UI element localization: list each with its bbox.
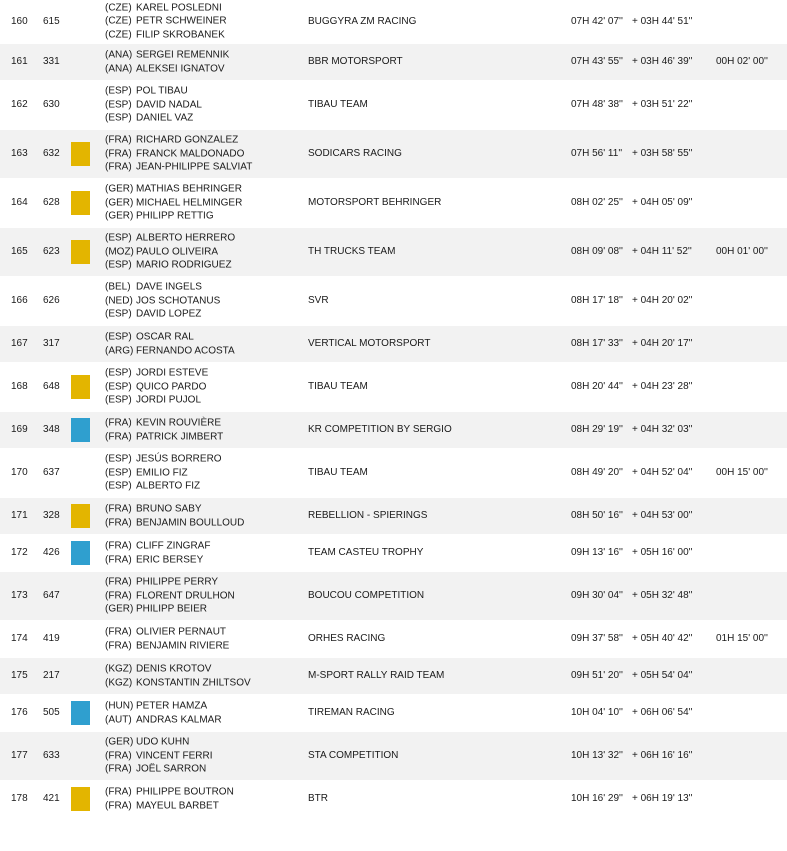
crew-member <box>105 259 235 273</box>
nationality-code: (HUN) <box>105 700 134 712</box>
gap-cell: + 04H 05' 09'' <box>632 197 693 209</box>
crew-member-name[interactable]: FERNANDO ACOSTA <box>136 345 235 356</box>
crew-member-name[interactable]: KEVIN ROUVIÈRE <box>136 417 222 429</box>
nationality-code: (GER) <box>105 183 134 195</box>
crew-cell <box>105 416 223 443</box>
team-name-cell[interactable]: BBR MOTORSPORT <box>308 56 403 68</box>
crew-member <box>105 699 222 713</box>
nationality-code: (NED) <box>105 295 133 307</box>
nationality-code: (GER) <box>105 736 134 748</box>
yellow-category-icon <box>71 787 90 811</box>
crew-cell <box>105 625 229 652</box>
nationality-code: (ESP) <box>105 394 132 406</box>
nationality-code: (FRA) <box>105 763 132 775</box>
nationality-code: (ESP) <box>105 85 132 97</box>
crew-member-name[interactable]: BRUNO SABY <box>136 503 202 515</box>
table-row[interactable] <box>0 179 787 228</box>
crew-cell <box>105 281 220 322</box>
crew-member <box>105 453 222 467</box>
crew-member-name[interactable]: PETR SCHWEINER <box>136 15 227 27</box>
crew-member <box>105 183 242 197</box>
team-name-cell[interactable]: VERTICAL MOTORSPORT <box>308 338 431 350</box>
crew-member <box>105 344 235 358</box>
position-cell: 163 <box>11 148 28 160</box>
crew-member-name[interactable]: FILIP SKROBANEK <box>136 29 225 41</box>
crew-member <box>105 639 229 653</box>
crew-member <box>105 625 229 639</box>
blue-category-icon <box>71 701 90 725</box>
team-name-cell[interactable]: TIBAU TEAM <box>308 467 368 479</box>
total-time-cell: 07H 56' 11'' <box>571 148 623 160</box>
table-row[interactable] <box>0 572 787 621</box>
table-row[interactable] <box>0 658 787 695</box>
crew-member <box>105 210 242 224</box>
crew-cell <box>105 699 222 726</box>
crew-member <box>105 430 223 444</box>
crew-member <box>105 1 227 15</box>
car-number-cell: 632 <box>43 148 60 160</box>
team-name-cell[interactable]: TH TRUCKS TEAM <box>308 246 396 258</box>
crew-member <box>105 662 251 676</box>
car-number-cell: 615 <box>43 15 60 27</box>
nationality-code: (GER) <box>105 210 134 222</box>
yellow-category-icon <box>71 191 90 215</box>
gap-cell: + 05H 40' 42'' <box>632 633 693 645</box>
position-cell: 178 <box>11 793 28 805</box>
nationality-code: (ESP) <box>105 480 132 492</box>
total-time-cell: 10H 04' 10'' <box>571 707 623 719</box>
table-row[interactable] <box>0 732 787 781</box>
crew-member <box>105 589 235 603</box>
team-name-cell[interactable]: STA COMPETITION <box>308 750 399 762</box>
nationality-code: (BEL) <box>105 281 131 293</box>
nationality-code: (ARG) <box>105 345 134 356</box>
nationality-code: (FRA) <box>105 134 132 146</box>
penalty-cell: 01H 15' 00'' <box>716 633 768 645</box>
crew-cell <box>105 662 251 689</box>
crew-member <box>105 466 222 480</box>
yellow-category-icon <box>71 375 90 399</box>
yellow-category-icon <box>71 142 90 166</box>
gap-cell: + 05H 32' 48'' <box>632 590 693 602</box>
crew-member-name[interactable]: PHILIPPE BOUTRON <box>136 786 234 798</box>
team-name-cell[interactable]: BUGGYRA ZM RACING <box>308 15 417 27</box>
total-time-cell: 10H 16' 29'' <box>571 793 623 805</box>
total-time-cell: 10H 13' 32'' <box>571 750 623 762</box>
crew-member <box>105 416 223 430</box>
penalty-cell: 00H 15' 00'' <box>716 467 768 479</box>
gap-cell: + 04H 53' 00'' <box>632 510 693 522</box>
total-time-cell: 08H 02' 25'' <box>571 197 623 209</box>
crew-member-name[interactable]: DENIS KROTOV <box>136 663 212 675</box>
car-number-cell: 505 <box>43 707 60 719</box>
table-row[interactable] <box>0 412 787 449</box>
car-number-cell: 317 <box>43 338 60 350</box>
position-cell: 162 <box>11 99 28 111</box>
nationality-code: (KGZ) <box>105 677 133 688</box>
crew-member <box>105 232 235 246</box>
nationality-code: (ANA) <box>105 49 133 61</box>
blue-category-icon <box>71 418 90 442</box>
nationality-code: (FRA) <box>105 503 132 515</box>
crew-cell <box>105 453 222 494</box>
position-cell: 177 <box>11 750 28 762</box>
nationality-code: (FRA) <box>105 161 132 173</box>
position-cell: 160 <box>11 15 28 27</box>
crew-member <box>105 480 222 494</box>
position-cell: 164 <box>11 197 28 209</box>
nationality-code: (FRA) <box>105 417 132 429</box>
crew-member <box>105 28 227 42</box>
crew-member <box>105 161 252 175</box>
team-name-cell[interactable]: ORHES RACING <box>308 633 386 645</box>
nationality-code: (GER) <box>105 197 134 209</box>
table-row[interactable] <box>0 277 787 326</box>
nationality-code: (FRA) <box>105 786 132 798</box>
position-cell: 171 <box>11 510 28 522</box>
car-number-cell: 419 <box>43 633 60 645</box>
nationality-code: (CZE) <box>105 15 132 27</box>
yellow-category-icon <box>71 504 90 528</box>
total-time-cell: 08H 29' 19'' <box>571 424 623 436</box>
crew-member <box>105 245 235 259</box>
position-cell: 169 <box>11 424 28 436</box>
nationality-code: (FRA) <box>105 576 132 588</box>
nationality-code: (ESP) <box>105 381 132 393</box>
nationality-code: (FRA) <box>105 517 132 528</box>
car-number-cell: 648 <box>43 381 60 393</box>
crew-member <box>105 516 244 530</box>
nationality-code: (MOZ) <box>105 246 134 258</box>
crew-member-name[interactable]: QUICO PARDO <box>136 381 207 393</box>
gap-cell: + 03H 51' 22'' <box>632 99 693 111</box>
crew-member-name[interactable]: MARIO RODRIGUEZ <box>136 259 232 271</box>
gap-cell: + 04H 23' 28'' <box>632 381 693 393</box>
nationality-code: (FRA) <box>105 540 132 552</box>
gap-cell: + 06H 19' 13'' <box>632 793 693 805</box>
crew-member-name[interactable]: MICHAEL HELMINGER <box>136 197 243 209</box>
nationality-code: (ESP) <box>105 331 132 343</box>
total-time-cell: 09H 13' 16'' <box>571 547 623 559</box>
crew-cell <box>105 736 213 777</box>
crew-member-name[interactable]: JEAN-PHILIPPE SALVIAT <box>136 161 253 173</box>
crew-member <box>105 48 229 62</box>
car-number-cell: 626 <box>43 295 60 307</box>
nationality-code: (KGZ) <box>105 663 133 675</box>
crew-member-name[interactable]: JESÚS BORRERO <box>136 453 222 465</box>
nationality-code: (CZE) <box>105 29 132 41</box>
crew-cell <box>105 85 202 126</box>
nationality-code: (ESP) <box>105 112 132 124</box>
table-row[interactable] <box>0 535 787 572</box>
crew-cell <box>105 1 227 42</box>
nationality-code: (CZE) <box>105 2 132 14</box>
crew-member-name[interactable]: ANDRAS KALMAR <box>136 714 222 725</box>
nationality-code: (GER) <box>105 603 134 615</box>
crew-member-name[interactable]: MAYEUL BARBET <box>136 800 219 811</box>
position-cell: 168 <box>11 381 28 393</box>
total-time-cell: 08H 49' 20'' <box>571 467 623 479</box>
team-name-cell[interactable]: TEAM CASTEU TROPHY <box>308 547 424 559</box>
crew-cell <box>105 785 234 812</box>
nationality-code: (FRA) <box>105 554 132 565</box>
crew-member-name[interactable]: SERGEI REMENNIK <box>136 49 230 61</box>
car-number-cell: 633 <box>43 750 60 762</box>
crew-cell <box>105 367 208 408</box>
team-name-cell[interactable]: SVR <box>308 295 329 307</box>
gap-cell: + 04H 20' 17'' <box>632 338 693 350</box>
position-cell: 176 <box>11 707 28 719</box>
crew-member-name[interactable]: ERIC BERSEY <box>136 554 204 565</box>
crew-member-name[interactable]: ALBERTO FIZ <box>136 480 201 492</box>
gap-cell: + 04H 11' 52'' <box>632 246 692 258</box>
crew-member <box>105 785 234 799</box>
crew-cell <box>105 330 235 357</box>
yellow-category-icon <box>71 240 90 264</box>
car-number-cell: 421 <box>43 793 60 805</box>
crew-member-name[interactable]: KONSTANTIN ZHILTSOV <box>136 677 251 688</box>
penalty-cell: 00H 01' 00'' <box>716 246 768 258</box>
crew-member-name[interactable]: OLIVIER PERNAUT <box>136 626 227 638</box>
total-time-cell: 08H 09' 08'' <box>571 246 623 258</box>
team-name-cell[interactable]: MOTORSPORT BEHRINGER <box>308 197 442 209</box>
car-number-cell: 426 <box>43 547 60 559</box>
gap-cell: + 03H 58' 55'' <box>632 148 693 160</box>
nationality-code: (FRA) <box>105 626 132 638</box>
team-name-cell[interactable]: TIREMAN RACING <box>308 707 395 719</box>
nationality-code: (ESP) <box>105 367 132 379</box>
nationality-code: (ANA) <box>105 63 133 74</box>
team-name-cell[interactable]: TIBAU TEAM <box>308 99 368 111</box>
total-time-cell: 08H 17' 33'' <box>571 338 623 350</box>
crew-cell <box>105 539 210 566</box>
total-time-cell: 08H 50' 16'' <box>571 510 623 522</box>
total-time-cell: 07H 48' 38'' <box>571 99 623 111</box>
team-name-cell[interactable]: SODICARS RACING <box>308 148 402 160</box>
table-row[interactable] <box>0 326 787 363</box>
table-row[interactable] <box>0 781 787 818</box>
table-row[interactable] <box>0 498 787 535</box>
crew-member-name[interactable]: FLORENT DRULHON <box>136 590 235 602</box>
gap-cell: + 04H 20' 02'' <box>632 295 693 307</box>
position-cell: 167 <box>11 338 28 350</box>
crew-member <box>105 603 235 617</box>
total-time-cell: 09H 37' 58'' <box>571 633 623 645</box>
gap-cell: + 04H 52' 04'' <box>632 467 693 479</box>
crew-cell <box>105 48 229 75</box>
position-cell: 174 <box>11 633 28 645</box>
nationality-code: (FRA) <box>105 800 132 811</box>
crew-member-name[interactable]: DAVID NADAL <box>136 99 202 111</box>
crew-member <box>105 576 235 590</box>
team-name-cell[interactable]: BOUCOU COMPETITION <box>308 590 425 602</box>
total-time-cell: 08H 20' 44'' <box>571 381 623 393</box>
nationality-code: (ESP) <box>105 232 132 244</box>
crew-member-name[interactable]: POL TIBAU <box>136 85 188 97</box>
nationality-code: (FRA) <box>105 750 132 762</box>
crew-member <box>105 676 251 690</box>
penalty-cell: 00H 02' 00'' <box>716 56 768 68</box>
crew-cell <box>105 502 244 529</box>
crew-member-name[interactable]: CLIFF ZINGRAF <box>136 540 211 552</box>
crew-cell <box>105 134 252 175</box>
crew-member <box>105 308 220 322</box>
crew-member-name[interactable]: KAREL POSLEDNI <box>136 2 222 14</box>
crew-member <box>105 147 252 161</box>
crew-member-name[interactable]: FRANCK MALDONADO <box>136 148 245 160</box>
crew-member-name[interactable]: PHILIPPE PERRY <box>136 576 219 588</box>
crew-member-name[interactable]: DAVID LOPEZ <box>136 308 202 320</box>
table-row[interactable] <box>0 81 787 130</box>
nationality-code: (ESP) <box>105 453 132 465</box>
car-number-cell: 647 <box>43 590 60 602</box>
crew-member <box>105 502 244 516</box>
crew-member-name[interactable]: PHILIPP RETTIG <box>136 210 214 222</box>
table-row[interactable] <box>0 363 787 412</box>
nationality-code: (ESP) <box>105 467 132 479</box>
crew-member-name[interactable]: OSCAR RAL <box>136 331 194 343</box>
gap-cell: + 05H 54' 04'' <box>632 670 693 682</box>
crew-member <box>105 367 208 381</box>
position-cell: 161 <box>11 56 28 68</box>
crew-member-name[interactable]: PATRICK JIMBERT <box>136 431 224 442</box>
crew-member-name[interactable]: EMILIO FIZ <box>136 467 188 479</box>
nationality-code: (ESP) <box>105 259 132 271</box>
car-number-cell: 328 <box>43 510 60 522</box>
table-row[interactable] <box>0 0 787 44</box>
total-time-cell: 07H 43' 55'' <box>571 56 623 68</box>
table-row[interactable] <box>0 130 787 179</box>
crew-member <box>105 134 252 148</box>
crew-member <box>105 330 235 344</box>
crew-member <box>105 62 229 76</box>
nationality-code: (FRA) <box>105 148 132 160</box>
crew-member-name[interactable]: RICHARD GONZALEZ <box>136 134 239 146</box>
crew-member <box>105 799 234 813</box>
team-name-cell[interactable]: BTR <box>308 793 328 805</box>
position-cell: 175 <box>11 670 28 682</box>
crew-member-name[interactable]: ALBERTO HERRERO <box>136 232 236 244</box>
crew-member-name[interactable]: JOËL SARRON <box>136 763 207 775</box>
nationality-code: (ESP) <box>105 308 132 320</box>
crew-member <box>105 15 227 29</box>
crew-member <box>105 713 222 727</box>
crew-member <box>105 539 210 553</box>
table-row[interactable] <box>0 449 787 498</box>
position-cell: 165 <box>11 246 28 258</box>
nationality-code: (FRA) <box>105 590 132 602</box>
crew-member-name[interactable]: UDO KUHN <box>136 736 190 748</box>
crew-member-name[interactable]: MATHIAS BEHRINGER <box>136 183 242 195</box>
crew-member-name[interactable]: JORDI PUJOL <box>136 394 202 406</box>
car-number-cell: 348 <box>43 424 60 436</box>
crew-member-name[interactable]: VINCENT FERRI <box>136 750 213 762</box>
team-name-cell[interactable]: TIBAU TEAM <box>308 381 368 393</box>
crew-member <box>105 749 213 763</box>
team-name-cell[interactable]: KR COMPETITION BY SERGIO <box>308 424 452 436</box>
crew-member <box>105 281 220 295</box>
crew-member-name[interactable]: JORDI ESTEVE <box>136 367 209 379</box>
nationality-code: (ESP) <box>105 99 132 111</box>
position-cell: 173 <box>11 590 28 602</box>
crew-member <box>105 112 202 126</box>
gap-cell: + 03H 44' 51'' <box>632 15 693 27</box>
crew-member-name[interactable]: JOS SCHOTANUS <box>136 295 221 307</box>
team-name-cell[interactable]: M-SPORT RALLY RAID TEAM <box>308 670 445 682</box>
gap-cell: + 06H 06' 54'' <box>632 707 693 719</box>
total-time-cell: 09H 51' 20'' <box>571 670 623 682</box>
crew-member <box>105 763 213 777</box>
crew-member-name[interactable]: PAULO OLIVEIRA <box>136 246 219 258</box>
total-time-cell: 08H 17' 18'' <box>571 295 623 307</box>
table-row[interactable] <box>0 695 787 732</box>
car-number-cell: 628 <box>43 197 60 209</box>
gap-cell: + 03H 46' 39'' <box>632 56 693 68</box>
car-number-cell: 623 <box>43 246 60 258</box>
crew-member-name[interactable]: PHILIPP BEIER <box>136 603 207 615</box>
crew-member <box>105 294 220 308</box>
total-time-cell: 07H 42' 07'' <box>571 15 623 27</box>
crew-member-name[interactable]: BENJAMIN BOULLOUD <box>136 517 245 528</box>
team-name-cell[interactable]: REBELLION - SPIERINGS <box>308 510 428 522</box>
position-cell: 170 <box>11 467 28 479</box>
nationality-code: (AUT) <box>105 714 132 725</box>
nationality-code: (FRA) <box>105 431 132 442</box>
crew-member-name[interactable]: BENJAMIN RIVIERE <box>136 640 230 651</box>
crew-member <box>105 394 208 408</box>
crew-member <box>105 196 242 210</box>
crew-cell <box>105 576 235 617</box>
nationality-code: (FRA) <box>105 640 132 651</box>
blue-category-icon <box>71 541 90 565</box>
gap-cell: + 05H 16' 00'' <box>632 547 693 559</box>
gap-cell: + 04H 32' 03'' <box>632 424 693 436</box>
position-cell: 166 <box>11 295 28 307</box>
crew-member-name[interactable]: DAVE INGELS <box>136 281 202 293</box>
crew-member <box>105 85 202 99</box>
car-number-cell: 630 <box>43 99 60 111</box>
table-row[interactable] <box>0 44 787 81</box>
car-number-cell: 637 <box>43 467 60 479</box>
crew-member <box>105 380 208 394</box>
position-cell: 172 <box>11 547 28 559</box>
crew-cell <box>105 232 235 273</box>
crew-cell <box>105 183 242 224</box>
table-row[interactable] <box>0 228 787 277</box>
car-number-cell: 331 <box>43 56 60 68</box>
car-number-cell: 217 <box>43 670 60 682</box>
crew-member-name[interactable]: ALEKSEI IGNATOV <box>136 63 225 74</box>
crew-member <box>105 553 210 567</box>
crew-member-name[interactable]: DANIEL VAZ <box>136 112 194 124</box>
crew-member-name[interactable]: PETER HAMZA <box>136 700 208 712</box>
table-row[interactable] <box>0 621 787 658</box>
crew-member <box>105 98 202 112</box>
gap-cell: + 06H 16' 16'' <box>632 750 693 762</box>
total-time-cell: 09H 30' 04'' <box>571 590 623 602</box>
crew-member <box>105 736 213 750</box>
